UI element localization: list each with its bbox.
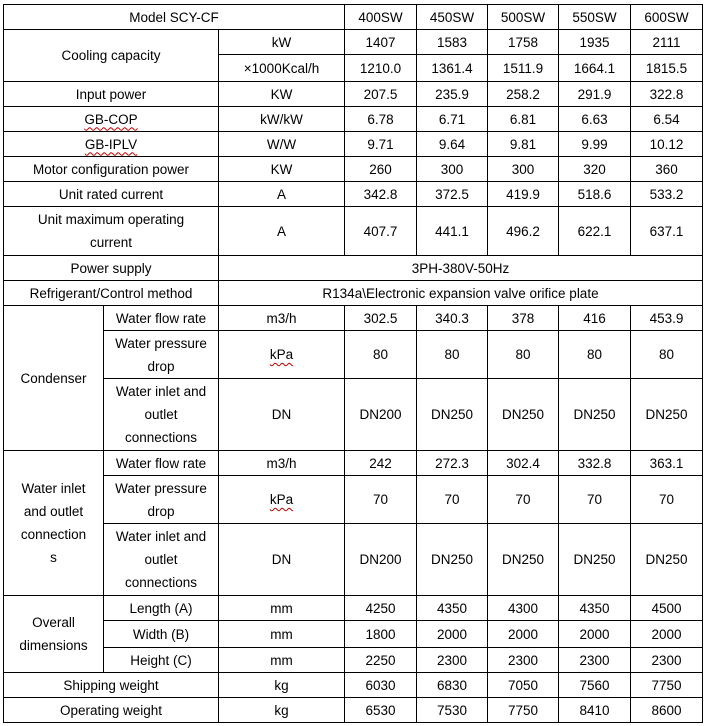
value-cell: DN200: [345, 524, 417, 596]
value-cell: DN250: [488, 379, 559, 451]
evaporator-label: [4, 451, 104, 596]
spec-table: [3, 4, 703, 723]
unit-cell: kg: [219, 698, 345, 723]
evaporator-pressure-row: [4, 476, 703, 524]
connections-label-line1: Water inlet and: [115, 529, 207, 544]
value-cell: 4350: [417, 596, 488, 621]
max-current-row: [4, 207, 703, 256]
unit-cell: ×1000Kcal/h: [219, 55, 345, 82]
value-cell: 300: [417, 157, 488, 182]
evaporator-connections-row: [4, 524, 703, 596]
gb-iplv-label: GB-IPLV: [84, 136, 138, 152]
value-cell: 70: [631, 476, 703, 524]
refrigerant-row: [4, 281, 703, 306]
value-cell: 2000: [488, 621, 559, 648]
value-cell: 1758: [488, 30, 559, 55]
cooling-kw-row: [4, 30, 703, 55]
value-cell: 2250: [345, 648, 417, 673]
row-label: [4, 132, 219, 157]
evaporator-label-line4: s: [50, 550, 57, 565]
row-label: Unit rated current: [4, 182, 219, 207]
pressure-label-line1: Water pressure: [115, 335, 207, 351]
sub-label: Length (A): [104, 596, 219, 621]
value-cell: 9.81: [488, 132, 559, 157]
gb-cop-label: GB-COP: [84, 111, 138, 127]
value-cell: 242: [345, 451, 417, 476]
value-cell: 2300: [631, 648, 703, 673]
max-current-label-line1: Unit maximum operating: [37, 212, 185, 227]
value-cell: 6.63: [559, 107, 631, 132]
value-cell: 378: [488, 306, 559, 331]
value-cell: 70: [345, 476, 417, 524]
value-cell: DN250: [559, 524, 631, 596]
model-header: 550SW: [559, 5, 631, 30]
value-cell: 2000: [417, 621, 488, 648]
connections-label-line3: connections: [124, 575, 198, 590]
value-cell: 419.9: [488, 182, 559, 207]
kpa-unit: kPa: [269, 492, 294, 507]
value-cell: 258.2: [488, 82, 559, 107]
unit-cell: kg: [219, 673, 345, 698]
connections-label-line2: outlet: [144, 552, 178, 567]
value-cell: 80: [417, 331, 488, 379]
value-cell: DN250: [631, 379, 703, 451]
connections-label-line1: Water inlet and: [115, 384, 207, 399]
value-cell: 518.6: [559, 182, 631, 207]
value-cell: 10.12: [631, 132, 703, 157]
value-cell: 70: [559, 476, 631, 524]
value-cell: DN250: [417, 379, 488, 451]
rated-current-row: [4, 182, 703, 207]
model-header: 600SW: [631, 5, 703, 30]
value-cell: 302.4: [488, 451, 559, 476]
value-cell: 1583: [417, 30, 488, 55]
value-cell: 6.54: [631, 107, 703, 132]
value-cell: 1815.5: [631, 55, 703, 82]
unit-cell: A: [219, 182, 345, 207]
value-cell: 8600: [631, 698, 703, 723]
sub-label: [104, 379, 219, 451]
value-cell: 363.1: [631, 451, 703, 476]
unit-cell: kW: [219, 30, 345, 55]
unit-cell: mm: [219, 621, 345, 648]
condenser-flow-row: [4, 306, 703, 331]
value-cell: 6030: [345, 673, 417, 698]
value-cell: 7750: [631, 673, 703, 698]
value-cell: 6530: [345, 698, 417, 723]
condenser-connections-row: [4, 379, 703, 451]
kpa-unit: kPa: [269, 347, 294, 362]
row-label: Input power: [4, 82, 219, 107]
row-label: Shipping weight: [4, 673, 219, 698]
unit-cell: KW: [219, 82, 345, 107]
value-cell: 360: [631, 157, 703, 182]
unit-cell: [219, 476, 345, 524]
model-label-text: Model SCY-CF: [129, 9, 219, 25]
value-cell: 1511.9: [488, 55, 559, 82]
power-supply-row: [4, 256, 703, 281]
value-cell: DN200: [345, 379, 417, 451]
value-cell: 7530: [417, 698, 488, 723]
sub-label: [104, 331, 219, 379]
value-cell: 6.78: [345, 107, 417, 132]
value-cell: 9.64: [417, 132, 488, 157]
row-label: Motor configuration power: [4, 157, 219, 182]
dimensions-label-line2: dimensions: [19, 638, 88, 653]
gb-cop-row: [4, 107, 703, 132]
unit-cell: KW: [219, 157, 345, 182]
evaporator-label-line3: connection: [20, 527, 87, 542]
unit-cell: m3/h: [219, 451, 345, 476]
value-cell: DN250: [631, 524, 703, 596]
value-cell: 291.9: [559, 82, 631, 107]
value-cell: 70: [488, 476, 559, 524]
value-cell: 2300: [488, 648, 559, 673]
sub-label: [104, 476, 219, 524]
operating-weight-row: [4, 698, 703, 723]
value-cell: 260: [345, 157, 417, 182]
value-cell: 4350: [559, 596, 631, 621]
merged-value-cell: 3PH-380V-50Hz: [219, 256, 703, 281]
sub-label: Water flow rate: [104, 451, 219, 476]
value-cell: 1361.4: [417, 55, 488, 82]
motor-power-row: [4, 157, 703, 182]
value-cell: 322.8: [631, 82, 703, 107]
value-cell: 342.8: [345, 182, 417, 207]
unit-cell: [219, 331, 345, 379]
value-cell: 300: [488, 157, 559, 182]
value-cell: 2111: [631, 30, 703, 55]
value-cell: 1407: [345, 30, 417, 55]
value-cell: 80: [559, 331, 631, 379]
value-cell: 4500: [631, 596, 703, 621]
dimensions-label: [4, 596, 104, 673]
value-cell: 340.3: [417, 306, 488, 331]
value-cell: 1800: [345, 621, 417, 648]
row-label: Power supply: [4, 256, 219, 281]
unit-cell: A: [219, 207, 345, 256]
value-cell: 70: [417, 476, 488, 524]
model-header: 500SW: [488, 5, 559, 30]
model-header: 450SW: [417, 5, 488, 30]
sub-label: Height (C): [104, 648, 219, 673]
row-label: [4, 207, 219, 256]
value-cell: 8410: [559, 698, 631, 723]
value-cell: 4250: [345, 596, 417, 621]
value-cell: 416: [559, 306, 631, 331]
value-cell: DN250: [488, 524, 559, 596]
value-cell: 9.99: [559, 132, 631, 157]
sub-label: Water flow rate: [104, 306, 219, 331]
value-cell: 332.8: [559, 451, 631, 476]
unit-cell: DN: [219, 379, 345, 451]
unit-cell: m3/h: [219, 306, 345, 331]
model-header: 400SW: [345, 5, 417, 30]
value-cell: 7560: [559, 673, 631, 698]
pressure-label-line2: drop: [147, 358, 175, 374]
value-cell: 407.7: [345, 207, 417, 256]
value-cell: 1664.1: [559, 55, 631, 82]
row-label: [4, 107, 219, 132]
value-cell: DN250: [417, 524, 488, 596]
sub-label: [104, 524, 219, 596]
connections-label-line3: connections: [124, 430, 198, 445]
unit-cell: W/W: [219, 132, 345, 157]
unit-cell: kW/kW: [219, 107, 345, 132]
value-cell: 320: [559, 157, 631, 182]
pressure-label-line1: Water pressure: [115, 480, 207, 496]
shipping-weight-row: [4, 673, 703, 698]
value-cell: 7750: [488, 698, 559, 723]
value-cell: DN250: [559, 379, 631, 451]
connections-label-line2: outlet: [144, 407, 178, 422]
unit-cell: DN: [219, 524, 345, 596]
value-cell: 235.9: [417, 82, 488, 107]
unit-cell: mm: [219, 596, 345, 621]
value-cell: 6.71: [417, 107, 488, 132]
sub-label: Width (B): [104, 621, 219, 648]
value-cell: 637.1: [631, 207, 703, 256]
value-cell: 80: [488, 331, 559, 379]
value-cell: 9.71: [345, 132, 417, 157]
height-row: [4, 648, 703, 673]
value-cell: 453.9: [631, 306, 703, 331]
evaporator-flow-row: [4, 451, 703, 476]
value-cell: 372.5: [417, 182, 488, 207]
value-cell: 2000: [559, 621, 631, 648]
max-current-label-line2: current: [89, 235, 133, 250]
value-cell: 6.81: [488, 107, 559, 132]
value-cell: 302.5: [345, 306, 417, 331]
row-label: Operating weight: [4, 698, 219, 723]
value-cell: 2300: [559, 648, 631, 673]
merged-value-cell: R134a\Electronic expansion valve orifice plate: [219, 281, 703, 306]
value-cell: 1935: [559, 30, 631, 55]
value-cell: 207.5: [345, 82, 417, 107]
cooling-capacity-label: Cooling capacity: [4, 30, 219, 82]
value-cell: 7050: [488, 673, 559, 698]
value-cell: 622.1: [559, 207, 631, 256]
value-cell: 4300: [488, 596, 559, 621]
value-cell: 6830: [417, 673, 488, 698]
value-cell: 441.1: [417, 207, 488, 256]
header-row: [4, 5, 703, 30]
value-cell: 2000: [631, 621, 703, 648]
value-cell: 533.2: [631, 182, 703, 207]
value-cell: 2300: [417, 648, 488, 673]
row-label: Refrigerant/Control method: [4, 281, 219, 306]
input-power-row: [4, 82, 703, 107]
evaporator-label-line2: and outlet: [23, 504, 84, 519]
value-cell: 496.2: [488, 207, 559, 256]
dimensions-label-line1: Overall: [32, 615, 75, 630]
condenser-label: Condenser: [4, 306, 104, 451]
width-row: [4, 621, 703, 648]
length-row: [4, 596, 703, 621]
value-cell: 272.3: [417, 451, 488, 476]
gb-iplv-row: [4, 132, 703, 157]
value-cell: 1210.0: [345, 55, 417, 82]
pressure-label-line2: drop: [147, 503, 175, 519]
evaporator-label-line1: Water inlet: [21, 481, 86, 496]
condenser-pressure-row: [4, 331, 703, 379]
value-cell: 80: [345, 331, 417, 379]
model-label: [4, 5, 345, 30]
value-cell: 80: [631, 331, 703, 379]
unit-cell: mm: [219, 648, 345, 673]
